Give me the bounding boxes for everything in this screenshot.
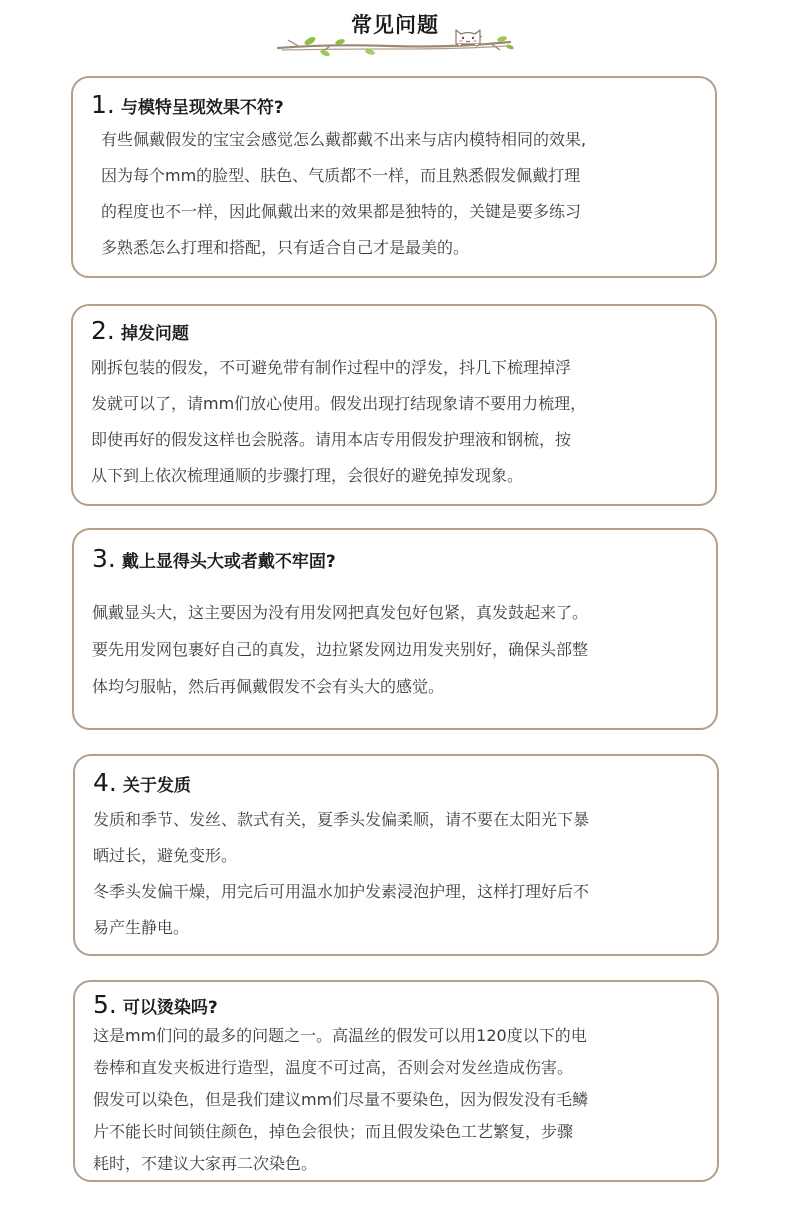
faq-body [93, 802, 707, 946]
faq-line: 卷棒和直发夹板进行造型，温度不可过高，否则会对发丝造成伤害。 [93, 1058, 574, 1077]
faq-heading: 与模特呈现效果不符? [120, 98, 284, 118]
faq-line: 体均匀服帖，然后再佩戴假发不会有头大的感觉。 [92, 677, 445, 696]
faq-number: 2. [91, 316, 115, 345]
faq-body [93, 1020, 707, 1180]
faq-card-3 [72, 528, 718, 730]
faq-line: 耗时，不建议大家再二次染色。 [93, 1154, 318, 1173]
faq-card-4 [73, 754, 719, 956]
faq-title [93, 756, 707, 802]
faq-line: 冬季头发偏干燥，用完后可用温水加护发素浸泡护理，这样打理好后不 [93, 882, 590, 901]
faq-line: 晒过长，避免变形。 [93, 846, 238, 865]
faq-title [93, 982, 707, 1020]
faq-number: 1. [91, 90, 115, 119]
faq-line: 发就可以了，请mm们放心使用。假发出现打结现象请不要用力梳理， [91, 394, 587, 413]
faq-heading: 掉发问题 [120, 324, 189, 344]
faq-title [91, 78, 705, 122]
faq-line: 从下到上依次梳理通顺的步骤打理，会很好的避免掉发现象。 [91, 466, 524, 485]
faq-line: 佩戴显头大，这主要因为没有用发网把真发包好包紧，真发鼓起来了。 [92, 603, 589, 622]
faq-card-5 [73, 980, 719, 1182]
faq-heading: 戴上显得头大或者戴不牢固? [121, 552, 336, 572]
faq-heading: 关于发质 [122, 776, 191, 796]
faq-line: 这是mm们问的最多的问题之一。高温丝的假发可以用120度以下的电 [93, 1026, 587, 1045]
faq-title [92, 530, 706, 580]
faq-body [92, 580, 706, 705]
faq-title [91, 306, 705, 350]
page-header [0, 0, 790, 70]
faq-line: 片不能长时间锁住颜色，掉色会很快；而且假发染色工艺繁复，步骤 [93, 1122, 574, 1141]
faq-number: 5. [93, 990, 117, 1019]
faq-heading: 可以烫染吗? [122, 998, 218, 1018]
faq-line: 发质和季节、发丝、款式有关，夏季头发偏柔顺，请不要在太阳光下暴 [93, 810, 590, 829]
faq-line: 有些佩戴假发的宝宝会感觉怎么戴都戴不出来与店内模特相同的效果, [101, 130, 587, 149]
page-title: 常见问题 [351, 13, 439, 37]
faq-card-2 [71, 304, 717, 506]
faq-line: 假发可以染色，但是我们建议mm们尽量不要染色，因为假发没有毛鳞 [93, 1090, 589, 1109]
faq-line: 多熟悉怎么打理和搭配，只有适合自己才是最美的。 [101, 238, 470, 257]
faq-body [91, 350, 705, 494]
faq-line: 的程度也不一样，因此佩戴出来的效果都是独特的，关键是要多练习 [101, 202, 582, 221]
faq-number: 3. [92, 544, 116, 573]
faq-body [91, 122, 705, 266]
faq-line: 易产生静电。 [93, 918, 190, 937]
branch-with-cat-icon [270, 22, 520, 62]
faq-number: 4. [93, 768, 117, 797]
faq-card-1 [71, 76, 717, 278]
faq-line: 即使再好的假发这样也会脱落。请用本店专用假发护理液和钢梳，按 [91, 430, 572, 449]
faq-line: 刚拆包装的假发，不可避免带有制作过程中的浮发，抖几下梳理掉浮 [91, 358, 572, 377]
faq-line: 要先用发网包裹好自己的真发，边拉紧发网边用发夹别好，确保头部整 [92, 640, 589, 659]
faq-line: 因为每个mm的脸型、肤色、气质都不一样，而且熟悉假发佩戴打理 [101, 166, 581, 185]
